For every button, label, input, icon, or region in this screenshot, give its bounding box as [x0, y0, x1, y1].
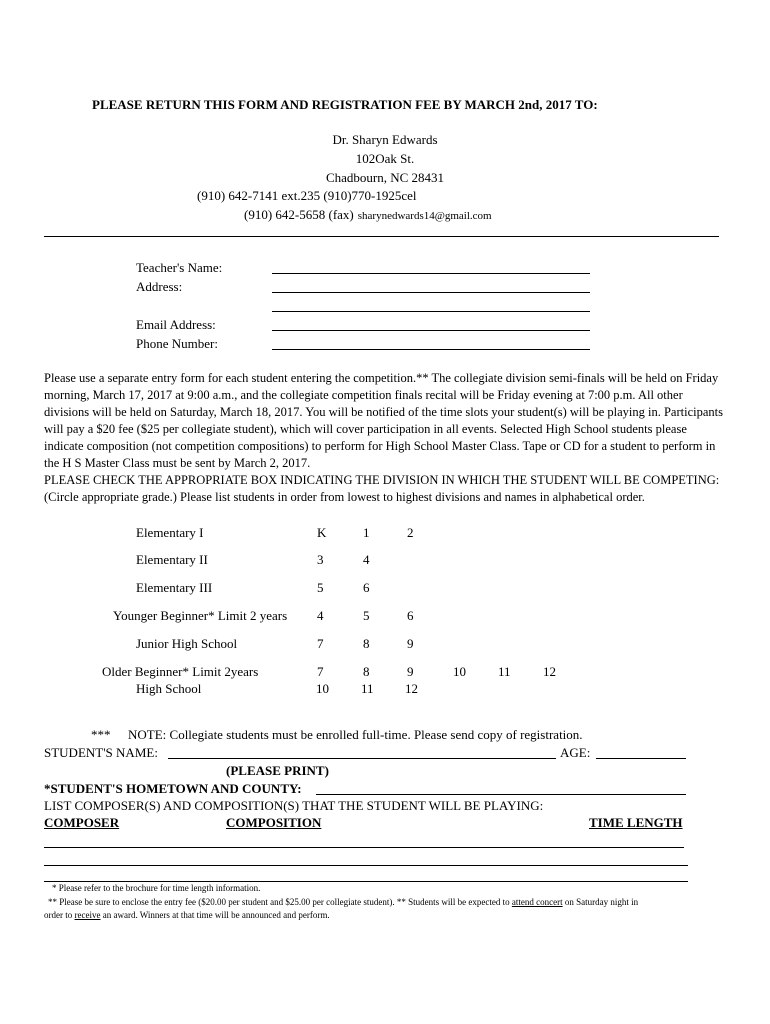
teacher-email-field[interactable] — [272, 330, 590, 331]
division-elementary-3: Elementary III — [136, 580, 213, 595]
grade-option[interactable]: 8 — [363, 636, 370, 651]
contact-street: 102Oak St. — [355, 151, 415, 166]
student-name-field[interactable] — [168, 758, 556, 759]
contact-fax: (910) 642-5658 (fax) — [244, 207, 354, 222]
grade-option[interactable]: 12 — [405, 681, 418, 696]
grade-option[interactable]: 12 — [543, 664, 556, 679]
teacher-name-field[interactable] — [272, 273, 590, 274]
please-print-label: (PLEASE PRINT) — [226, 763, 329, 778]
footnote-award-end: an award. Winners at that time will be announced and perform. — [100, 910, 330, 920]
grade-option[interactable]: 4 — [363, 552, 370, 567]
grade-option[interactable]: 7 — [317, 664, 324, 679]
footnote-fee-text: ** Please be sure to enclose the entry fee ($20.00 per student and $25.00 per collegiate student). ** Students will be expected to — [48, 897, 512, 907]
division-younger-beginner: Younger Beginner* Limit 2 years — [113, 608, 288, 623]
contact-phones: (910) 642-7141 ext.235 (910)770-1925cel — [197, 188, 417, 203]
division-older-beginner: Older Beginner* Limit 2years — [102, 664, 259, 679]
footnote-fee-text-end: on Saturday night in — [562, 897, 639, 907]
instructions-paragraph: Please use a separate entry form for each student entering the competition.** The collegiate division semi-finals will be held on Friday morning, March 17, 2017 at 9:00 a.m., and the collegiate competition finals recital will be Friday evening at 7:00 p.m. All other divisions will be held on Saturday, March 18, 2017. You will be notified of the time slots your student(s) will be playing in. Participants will pay a $20 fee ($25 per collegiate student), which will cover participation in all events. Selected High School students please indicate composition (not competition compositions) to perform for High School Master Class. Tape or CD for a student to perform in the H S Master Class must be sent by March 2, 2017. — [44, 371, 723, 470]
teacher-address-label: Address: — [136, 279, 183, 294]
contact-city: Chadbourn, NC 28431 — [325, 170, 445, 185]
teacher-phone-field[interactable] — [272, 349, 590, 350]
teacher-phone-label: Phone Number: — [136, 336, 218, 351]
teacher-email-label: Email Address: — [136, 317, 216, 332]
composition-entry-line[interactable] — [44, 865, 688, 866]
hometown-field[interactable] — [316, 794, 686, 795]
grade-option[interactable]: 7 — [317, 636, 324, 651]
teacher-address-field-1[interactable] — [272, 292, 590, 293]
grade-option[interactable]: 5 — [317, 580, 324, 595]
collegiate-note: NOTE: Collegiate students must be enrolled full-time. Please send copy of registration. — [128, 727, 583, 742]
division-high-school: High School — [136, 681, 202, 696]
division-instructions: PLEASE CHECK THE APPROPRIATE BOX INDICATING THE DIVISION IN WHICH THE STUDENT WILL BE COMPETING: (Circle appropriate grade.) Please list students in order from lowest to highest divisions and names in alphabetical order. — [44, 473, 720, 504]
teacher-address-field-2[interactable] — [272, 311, 590, 312]
contact-email: sharynedwards14@gmail.com — [357, 210, 492, 222]
footnote-award-start: order to — [44, 910, 75, 920]
grade-option[interactable]: 6 — [407, 608, 414, 623]
grade-option[interactable]: 3 — [317, 552, 324, 567]
grade-option[interactable]: 8 — [363, 664, 370, 679]
student-name-label: STUDENT'S NAME: — [44, 745, 158, 760]
list-compositions-label: LIST COMPOSER(S) AND COMPOSITION(S) THAT THE STUDENT WILL BE PLAYING: — [44, 798, 544, 813]
age-field[interactable] — [596, 758, 686, 759]
grade-option[interactable]: K — [317, 525, 327, 540]
division-elementary-1: Elementary I — [136, 525, 204, 540]
age-label: AGE: — [560, 745, 591, 760]
grade-option[interactable]: 10 — [316, 681, 329, 696]
grade-option[interactable]: 11 — [498, 664, 511, 679]
form-title: PLEASE RETURN THIS FORM AND REGISTRATION FEE BY MARCH 2nd, 2017 TO: — [92, 97, 598, 112]
grade-option[interactable]: 11 — [361, 681, 374, 696]
composition-entry-line[interactable] — [44, 847, 684, 848]
attend-concert-text: attend concert — [511, 897, 563, 907]
time-length-column-header: TIME LENGTH — [589, 815, 683, 830]
composer-column-header: COMPOSER — [44, 815, 120, 830]
footnote-entry-fee — [48, 896, 638, 908]
receive-text: receive — [74, 910, 101, 920]
division-elementary-2: Elementary II — [136, 552, 208, 567]
header-divider — [44, 236, 719, 237]
grade-option[interactable]: 5 — [363, 608, 370, 623]
grade-option[interactable]: 10 — [453, 664, 466, 679]
teacher-name-label: Teacher's Name: — [136, 260, 223, 275]
grade-option[interactable]: 9 — [407, 636, 414, 651]
grade-option[interactable]: 1 — [363, 525, 370, 540]
grade-option[interactable]: 6 — [363, 580, 370, 595]
contact-name: Dr. Sharyn Edwards — [332, 132, 438, 147]
contact-fax-line — [244, 206, 492, 224]
grade-option[interactable]: 4 — [317, 608, 324, 623]
division-junior-high: Junior High School — [136, 636, 238, 651]
composition-column-header: COMPOSITION — [226, 815, 322, 830]
hometown-label: *STUDENT'S HOMETOWN AND COUNTY: — [44, 781, 302, 796]
grade-option[interactable]: 2 — [407, 525, 414, 540]
grade-option[interactable]: 9 — [407, 664, 414, 679]
footnote-time-length: * Please refer to the brochure for time length information. — [52, 883, 261, 893]
note-marker: *** — [91, 727, 111, 742]
footnote-award — [44, 909, 330, 921]
